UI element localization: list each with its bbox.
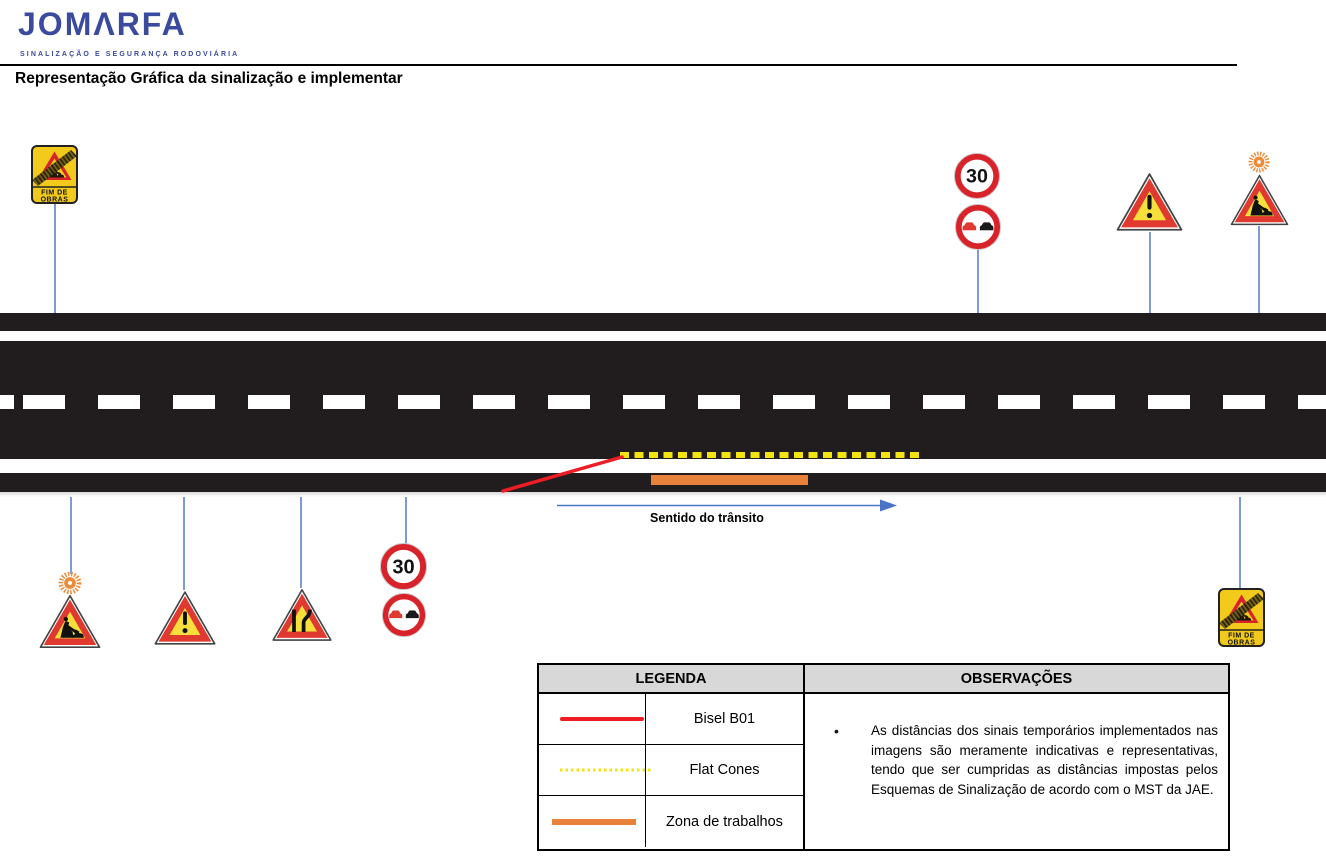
no-overtaking-sign — [381, 592, 427, 638]
roadworks-sign — [1228, 173, 1291, 228]
sign-pole — [70, 490, 72, 574]
legend-label: Zona de trabalhos — [666, 813, 783, 830]
sign-pole — [1258, 226, 1260, 320]
legend-row-workzone — [539, 796, 803, 847]
road-narrows-sign — [270, 586, 334, 645]
end-works-label-line2: OBRAS — [40, 196, 69, 204]
warning-light-icon — [1247, 150, 1271, 174]
legend-row-bisel — [539, 694, 803, 745]
header-divider — [0, 64, 1237, 66]
end-of-works-sign — [1218, 588, 1265, 647]
speed-limit-value: 30 — [966, 165, 988, 188]
sign-pole — [183, 490, 185, 590]
end-works-label-line2: OBRAS — [1227, 639, 1256, 647]
company-logo: JOMΛRFA — [18, 6, 187, 42]
exclamation-icon — [1147, 195, 1151, 210]
general-danger-sign — [152, 589, 218, 648]
yellow-dotted-marker — [560, 769, 652, 772]
sign-pole — [405, 490, 407, 544]
general-danger-sign — [1114, 171, 1185, 234]
observations-text: As distâncias dos sinais temporários implementados nas imagens são meramente indicativas e representativas, tendo que ser cumpridas as distâncias impostas pelos Esquemas de Sinalização de acordo com o MST da JAE. — [871, 723, 1218, 797]
sign-pole — [1239, 490, 1241, 589]
sign-pole — [1149, 232, 1151, 316]
roadworks-sign — [37, 593, 103, 651]
legend-observations-table — [537, 663, 1230, 851]
bisel-b01-line — [496, 450, 630, 496]
speed-limit-30-sign — [379, 542, 428, 591]
sign-pole — [54, 203, 56, 315]
observations-header: OBSERVAÇÕES — [805, 665, 1228, 694]
end-works-label-line1: FIM DE — [41, 189, 68, 197]
road-center-dashed-line — [0, 395, 1326, 409]
sign-pole — [977, 250, 979, 314]
page-title: Representação Gráfica da sinalização e implementar — [15, 70, 403, 87]
orange-bar-marker — [552, 819, 636, 825]
end-works-label-line1: FIM DE — [1228, 632, 1255, 640]
sign-pole — [300, 490, 302, 588]
speed-limit-30-sign — [953, 152, 1001, 200]
work-zone-bar — [651, 475, 808, 485]
bullet: • — [834, 723, 839, 739]
company-logo-tagline: SINALIZAÇÃO E SEGURANÇA RODOVIÁRIA — [20, 51, 240, 58]
legend-header: LEGENDA — [539, 665, 803, 694]
flat-cones-line — [620, 452, 923, 458]
road — [0, 313, 1326, 497]
speed-limit-value: 30 — [392, 556, 415, 579]
observations-body — [805, 694, 1228, 849]
legend-section — [539, 665, 805, 849]
red-line-marker — [560, 717, 644, 721]
end-of-works-sign — [31, 145, 78, 204]
observations-section — [805, 665, 1228, 849]
legend-label: Bisel B01 — [693, 711, 756, 727]
legend-row-cones — [539, 745, 803, 796]
legend-label: Flat Cones — [689, 762, 760, 778]
traffic-direction-label: Sentido do trânsito — [650, 511, 764, 525]
exclamation-icon — [183, 611, 187, 625]
no-overtaking-sign — [954, 203, 1002, 251]
